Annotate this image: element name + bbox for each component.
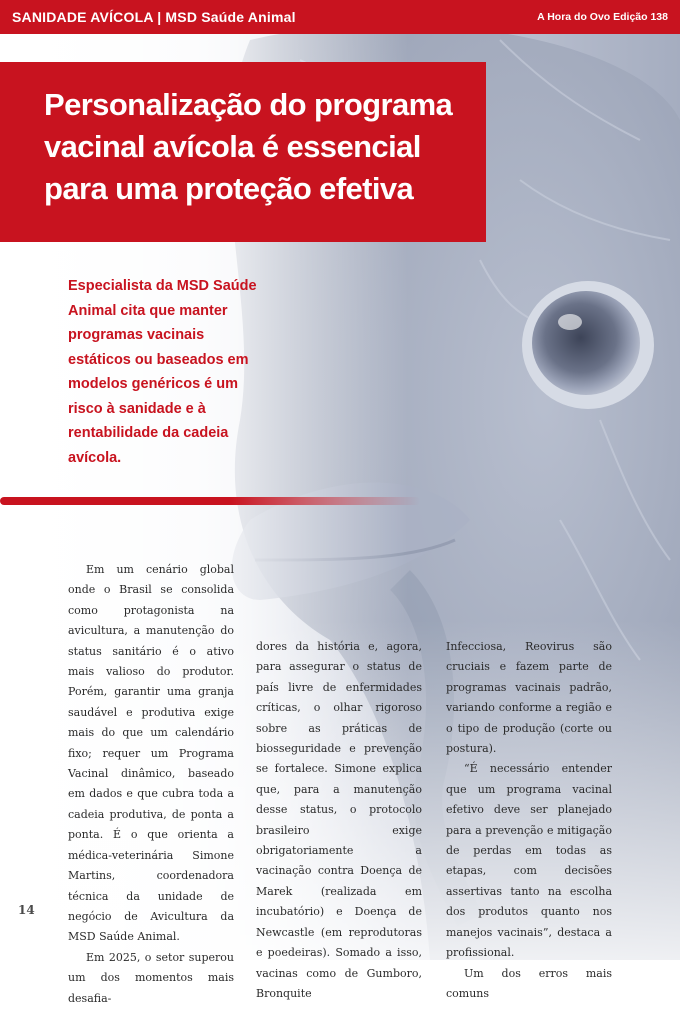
article-subtitle: Especialista da MSD Saúde Animal cita que manter programas vacinais estáticos ou baseados em modelos genéricos é um risco à sanidade e à rentabilidade da cadeia avícola. [68,278,257,466]
text-column-1 [68,560,234,1009]
paragraph: “É necessário entender que um programa vacinal efetivo deve ser planejado para a prevenção e mitigação de perdas em todas as etapas, com decisões assertivas tanto na escolha dos produtos quanto nos manejos vacinais”, destaca a profissional. [446,762,612,960]
text-column-3 [446,637,612,1004]
section-label: SANIDADE AVÍCOLA | MSD Saúde Animal [12,9,296,25]
section-divider [0,494,420,508]
section-header-bar [0,0,680,34]
page-number: 14 [18,903,35,917]
text-column-2 [256,637,422,1004]
paragraph: Em 2025, o setor superou um dos momentos mais desafia- [68,950,234,1005]
paragraph: Infecciosa, Reovirus são cruciais e fazem parte de programas vacinais padrão, variando conforme a região e o tipo de produção (corte ou postura). [446,640,612,756]
paragraph: dores da história e, agora, para assegurar o status de país livre de enfermidades críticas, o olhar rigoroso sobre as práticas de biosseguridade e prevenção se fortalece. Simone explica que, para a manutenção desse status, o protocolo brasileiro exige obrigatoriamente a vacinação contra Doença de Marek (realizada em incubatório) e Doença de Newcastle (em reprodutoras e poedeiras). Somado a isso, vacinas como de Gumboro, Bronquite [256,640,422,1000]
edition-label: A Hora do Ovo Edição 138 [537,11,668,23]
paragraph: Em um cenário global onde o Brasil se consolida como protagonista na avicultura, a manutenção do status sanitário é o ativo mais valioso do produtor. Porém, garantir uma granja saudável e produtiva exige mais do que um calendário fixo; requer um Programa Vacinal dinâmico, baseado em dados e que cubra toda a cadeia produtiva, de ponta a ponta. É o que orienta a médica-veterinária Simone Martins, coordenadora técnica da unidade de negócio de Avicultura da MSD Saúde Animal. [68,563,234,944]
article-title: Personalização do programa vacinal avícola é essencial para uma proteção efetiva [44,87,453,206]
paragraph: Um dos erros mais comuns [446,966,612,1000]
